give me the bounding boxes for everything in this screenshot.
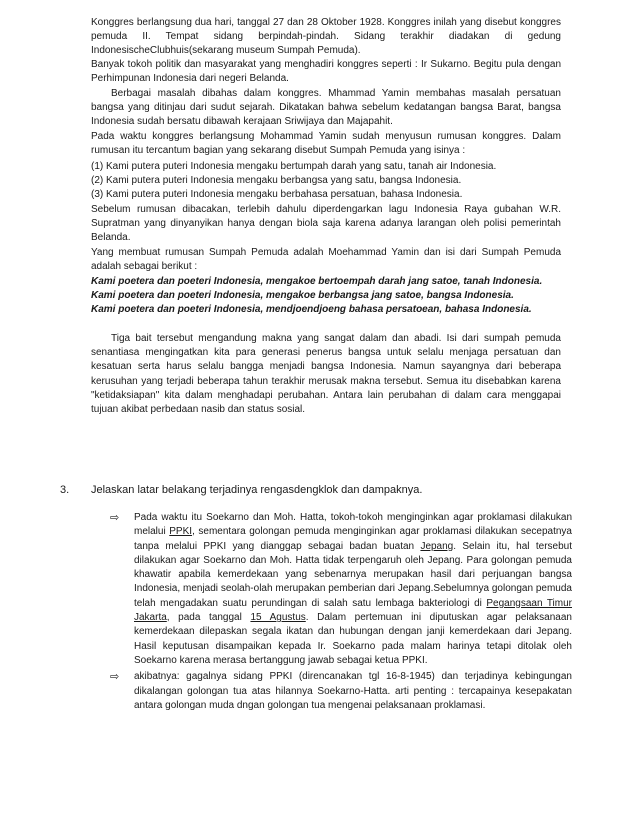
answer-list bbox=[110, 511, 572, 713]
paragraph-meaning bbox=[91, 332, 561, 417]
answer-text: Pada waktu itu Soekarno dan Moh. Hatta, tokoh-tokoh menginginkan agar proklamasi dilakukan melalui PPKI, sementara golongan pemuda menginginkan agar proklamasi dilakukan secepatnya tanpa melalui PPKI yang dianggap sebagai badan buatan Jepang. Selain itu, hal tersebut dilakukan agar Soekarno dan Moh. Hatta tidak terpengaruh oleh Jepang. Para golongan pemuda khawatir apabila kemerdekaan yang sebenarnya merupakan hasil dari perjuangan bangsa Indonesia, menjadi seolah-olah merupakan pemberian dari Jepang.Sebelumnya golongan pemuda telah mengadakan suatu perundingan di salah satu lembaga bakteriologi di Pegangsaan Timur Jakarta, pada tanggal 15 Agustus. Dalam pertemuan ini diputuskan agar pelaksanaan kemerdekaan dilepaskan segala ikatan dan hubungan dengan janji kemerdekaan dari Jepang. Hasil keputusan disampaikan kepada Ir. Soekarno pada malam harinya tetapi ditolak oleh Soekarno karena merasa bertanggung jawab sebagai ketua PPKI. bbox=[134, 512, 572, 666]
oath-list bbox=[91, 160, 561, 203]
paragraph-text: Pada waktu konggres berlangsung Mohammad Yamin sudah menyusun rumusan konggres. Dalam rumusan itu tercantum bagian yang sekarang disebut Sumpah Pemuda yang isinya : bbox=[91, 131, 561, 157]
answer-impact bbox=[110, 670, 572, 713]
paragraph-text: Banyak tokoh politik dan masyarakat yang menghadiri konggres seperti : Ir Sukarno. Begitu pula dengan Perhimpunan Indonesia dari negeri Belanda. bbox=[91, 59, 561, 85]
list-item: (2) Kami putera puteri Indonesia mengaku berbangsa yang satu, bangsa Indonesia. bbox=[91, 175, 462, 187]
paragraph-text: Tiga bait tersebut mengandung makna yang sangat dalam dan abadi. Isi dari sumpah pemuda senantiasa mengingatkan kita para generasi penerus bangsa untuk selalu menjaga persatuan dan kesatuan serta harus selalu bangga menjadi bangsa Indonesia. Namun sayangnya dari beberapa kerusuhan yang terjadi beberapa tahun terakhir merusak makna tersebut. Semua itu disebabkan karena "ketidaksiapan" kita dalam menghadapi perubahan. Antara lain perubahan di dalam cara menggapai tujuan akibat perbedaan nasib dan status sosial. bbox=[91, 333, 561, 416]
arrow-right-icon: ⇨ bbox=[110, 671, 120, 684]
link-jakarta[interactable]: Jakarta bbox=[134, 612, 167, 624]
question-text: Jelaskan latar belakang terjadinya rengasdengklok dan dampaknya. bbox=[91, 484, 423, 496]
answer-background bbox=[110, 511, 572, 668]
paragraph-yamin-discussion bbox=[91, 87, 561, 130]
list-item: (3) Kami putera puteri Indonesia mengaku berbahasa persatuan, bahasa Indonesia. bbox=[91, 189, 463, 201]
arrow-right-icon: ⇨ bbox=[110, 512, 120, 524]
oath-line: Kami poetera dan poeteri Indonesia, mendjoendjoeng bahasa persatoean, bahasa Indonesia. bbox=[91, 304, 532, 316]
oath-line: Kami poetera dan poeteri Indonesia, mengakoe bertoempah darah jang satoe, tanah Indonesia. bbox=[91, 276, 543, 287]
paragraph-text: Berbagai masalah dibahas dalam konggres. Mhammad Yamin membahas masalah persatuan bangsa yang ditinjau dari sudut sejarah. Dikatakan bahwa sebelum kedatangan bangsa Barat, bangsa Indonesia sudah bersatu dibawah kerajaan Sriwijaya dan Majapahit. bbox=[91, 88, 561, 128]
link-ppki[interactable]: PPKI bbox=[169, 526, 193, 538]
paragraph-attendees bbox=[91, 58, 561, 86]
paragraph-author bbox=[91, 246, 561, 274]
paragraph-text: Konggres berlangsung dua hari, tanggal 27 dan 28 Oktober 1928. Konggres inilah yang disebut konggres pemuda II. Tempat sidang berpindah-pindah. Sidang terakhir diadakan di gedung IndonesischeClubhuis(sekarang museum Sumpah Pemuda). bbox=[91, 17, 561, 57]
list-item: (1) Kami putera puteri Indonesia mengaku bertumpah darah yang satu, tanah air Indonesia. bbox=[91, 161, 497, 172]
paragraph-congress-dates bbox=[91, 16, 561, 59]
question-3 bbox=[60, 484, 580, 496]
paragraph-text: Sebelum rumusan dibacakan, terlebih dahulu diperdengarkan lagu Indonesia Raya gubahan W.R. Supratman yang dinyanyikan hanya dengan biola saja karena adanya larangan oleh polisi pemerintah Belanda. bbox=[91, 204, 561, 244]
link-pegangsaan-timur[interactable]: Pegangsaan Timur bbox=[486, 597, 572, 609]
original-oath bbox=[91, 275, 561, 318]
link-15-agustus[interactable]: 15 Agustus bbox=[250, 612, 306, 624]
link-jepang[interactable]: Jepang bbox=[420, 540, 454, 552]
paragraph-anthem bbox=[91, 203, 561, 246]
answer-text: akibatnya: gagalnya sidang PPKI (direncanakan tgl 16-8-1945) dan terjadinya kebingungan dikalangan golongan tua atas hilannya Soekarno-Hatta. arti penting : tercapainya kesepakatan antara golongan muda dngan golongan tua mengenai pelaksanaan proklamasi. bbox=[134, 671, 572, 711]
paragraph-formulation bbox=[91, 130, 561, 158]
question-number: 3. bbox=[60, 484, 70, 496]
paragraph-text: Yang membuat rumusan Sumpah Pemuda adalah Moehammad Yamin dan isi dari Sumpah Pemuda adalah sebagai berikut : bbox=[91, 247, 561, 273]
oath-line: Kami poetera dan poeteri Indonesia, mengakoe berbangsa jang satoe, bangsa Indonesia. bbox=[91, 290, 514, 302]
